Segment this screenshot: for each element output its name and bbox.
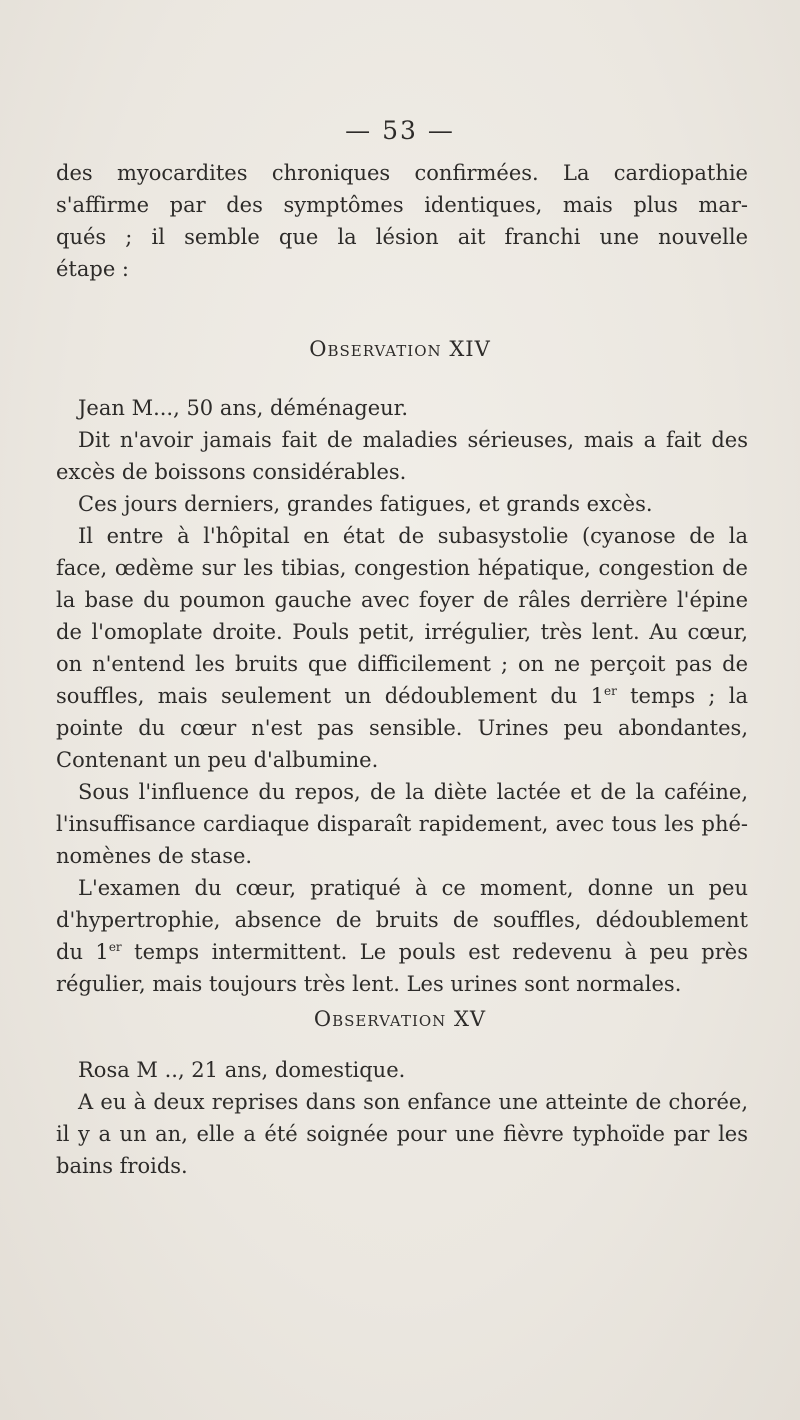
text-line [56, 680, 748, 712]
text-line: Contenant un peu d'albumine. [56, 748, 379, 772]
text-line: il y a un an, elle a été soignée pour une fièvre typhoïde par les [56, 1122, 748, 1146]
text-line: Sous l'influence du repos, de la diète lactée et de la caféine, [78, 780, 748, 804]
text-fragment: temps intermittent. Le pouls est redevenu à peu près [121, 940, 748, 964]
text-line: pointe du cœur n'est pas sensible. Urines peu abondantes, [56, 716, 748, 740]
superscript: er [604, 684, 617, 698]
observation-heading: Observation XIV [309, 337, 491, 361]
text-line: Il entre à l'hôpital en état de subasystolie (cyanose de la [78, 524, 748, 548]
text-fragment: souffles, mais seulement un dédoublement du 1 [56, 684, 604, 708]
text-line: d'hypertrophie, absence de bruits de souffles, dédoublement [56, 908, 748, 932]
text-line [56, 936, 748, 968]
text-line: nomènes de stase. [56, 844, 253, 868]
page-number: — 53 — [345, 116, 455, 145]
text-line: Rosa M .., 21 ans, domestique. [78, 1058, 406, 1082]
text-fragment: temps ; la [616, 684, 748, 708]
observation-14-body [56, 392, 748, 1000]
text-line: étape : [56, 257, 130, 281]
superscript: er [108, 940, 122, 954]
intro-paragraph [56, 157, 748, 285]
text-line: des myocardites chroniques confirmées. La cardiopathie [56, 161, 748, 185]
text-line: Jean M..., 50 ans, déménageur. [78, 396, 409, 420]
text-line: A eu à deux reprises dans son enfance une atteinte de chorée, [78, 1090, 748, 1114]
text-line: on n'entend les bruits que difficilement ; on ne perçoit pas de [56, 652, 748, 676]
text-line: la base du poumon gauche avec foyer de râles derrière l'épine [56, 588, 748, 612]
text-line: Ces jours derniers, grandes fatigues, et grands excès. [78, 492, 653, 516]
text-line: L'examen du cœur, pratiqué à ce moment, donne un peu [78, 876, 748, 900]
text-line: s'affirme par des symptômes identiques, mais plus mar- [56, 193, 748, 217]
text-line: de l'omoplate droite. Pouls petit, irrégulier, très lent. Au cœur, [56, 620, 748, 644]
text-line: Dit n'avoir jamais fait de maladies sérieuses, mais a fait des [78, 428, 748, 452]
text-line: qués ; il semble que la lésion ait franchi une nouvelle [56, 225, 748, 249]
text-fragment: du 1 [56, 940, 109, 964]
text-line: régulier, mais toujours très lent. Les urines sont normales. [56, 972, 682, 996]
observation-15-body [56, 1054, 748, 1182]
text-line: excès de boissons considérables. [56, 460, 407, 484]
observation-heading: Observation XV [313, 1007, 487, 1031]
text-line: l'insuffisance cardiaque disparaît rapidement, avec tous les phé- [56, 812, 748, 836]
text-line: bains froids. [56, 1154, 188, 1178]
text-line: face, œdème sur les tibias, congestion hépatique, congestion de [56, 556, 748, 580]
